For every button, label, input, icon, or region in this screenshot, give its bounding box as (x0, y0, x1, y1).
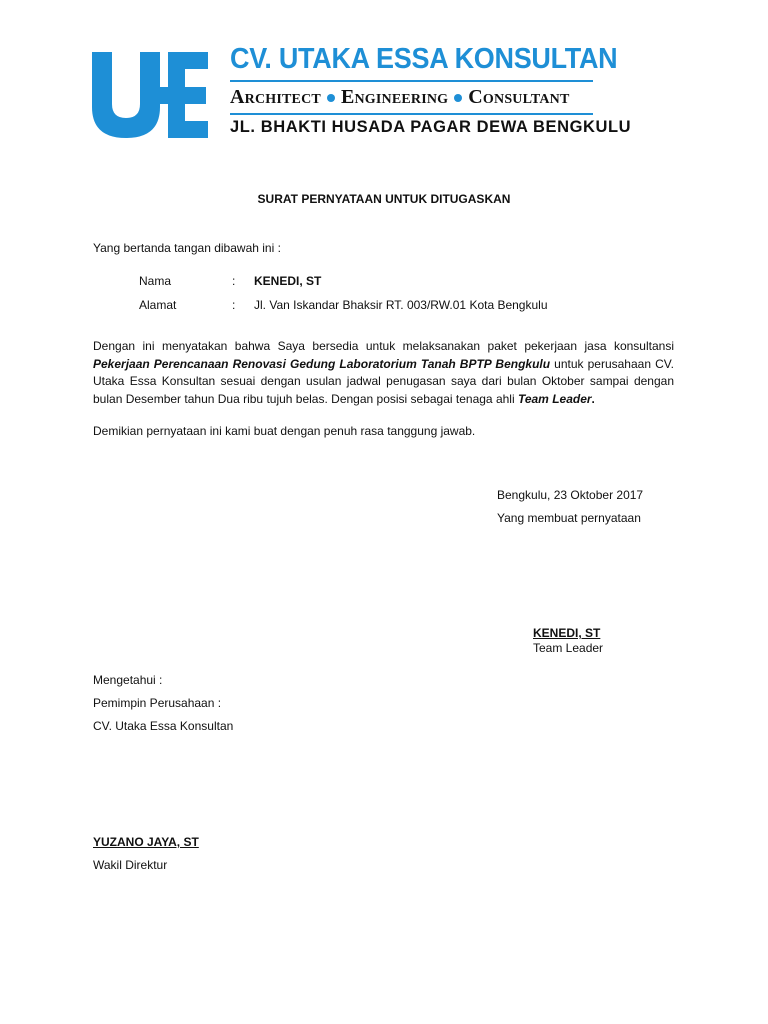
address-value: Jl. Van Iskandar Bhaksir RT. 003/RW.01 Kota Bengkulu (254, 298, 548, 312)
intro-text: Yang bertanda tangan dibawah ini : (93, 241, 281, 255)
name-label: Nama (139, 274, 172, 288)
position-name: Team Leader (517, 391, 592, 406)
closing-text: Demikian pernyataan ini kami buat dengan penuh rasa tanggung jawab. (93, 424, 476, 438)
acknowledgement-label: Mengetahui : (93, 673, 163, 687)
letterhead-rule-top (230, 80, 593, 82)
company-address: JL. BHAKTI HUSADA PAGAR DEWA BENGKULU (230, 117, 632, 136)
tagline-architect: Architect (230, 86, 321, 108)
name-value: KENEDI, ST (254, 274, 322, 288)
statement-part1: Dengan ini menyatakan bahwa Saya bersedia untuk melaksanakan paket pekerjaan jasa konsultansi (93, 339, 674, 353)
address-colon: : (232, 298, 236, 312)
bullet-icon (327, 94, 335, 102)
document-title: SURAT PERNYATAAN UNTUK DITUGASKAN (257, 192, 511, 206)
acknowledgement-company: CV. Utaka Essa Konsultan (93, 719, 234, 733)
address-label: Alamat (139, 298, 177, 312)
signer-name: KENEDI, ST (533, 626, 601, 640)
maker-label: Yang membuat pernyataan (497, 511, 641, 525)
bullet-icon (454, 94, 462, 102)
tagline-consultant: Consultant (468, 86, 570, 108)
company-name: CV. UTAKA ESSA KONSULTAN (230, 43, 618, 75)
letterhead-rule-bottom (230, 113, 593, 115)
leader-label: Pemimpin Perusahaan : (93, 696, 222, 710)
place-date: Bengkulu, 23 Oktober 2017 (497, 488, 644, 502)
director-role: Wakil Direktur (93, 858, 168, 872)
director-name: YUZANO JAYA, ST (93, 835, 199, 849)
name-colon: : (232, 274, 236, 288)
statement-paragraph (93, 338, 674, 408)
project-name: Pekerjaan Perencanaan Renovasi Gedung Laboratorium Tanah BPTP Bengkulu (93, 356, 551, 371)
company-logo (90, 52, 210, 142)
signer-role: Team Leader (533, 641, 604, 655)
statement-end: . (591, 391, 595, 406)
tagline-engineering: Engineering (340, 86, 449, 108)
company-tagline (230, 86, 570, 109)
statement-part2: untuk perusahaan CV. Utaka Essa Konsultan sesuai dengan usulan jadwal penugasan saya dari bulan Oktober sampai dengan bulan Desember tahun Dua ribu tujuh belas. Dengan posisi sebagai tenaga ahli (93, 356, 674, 406)
